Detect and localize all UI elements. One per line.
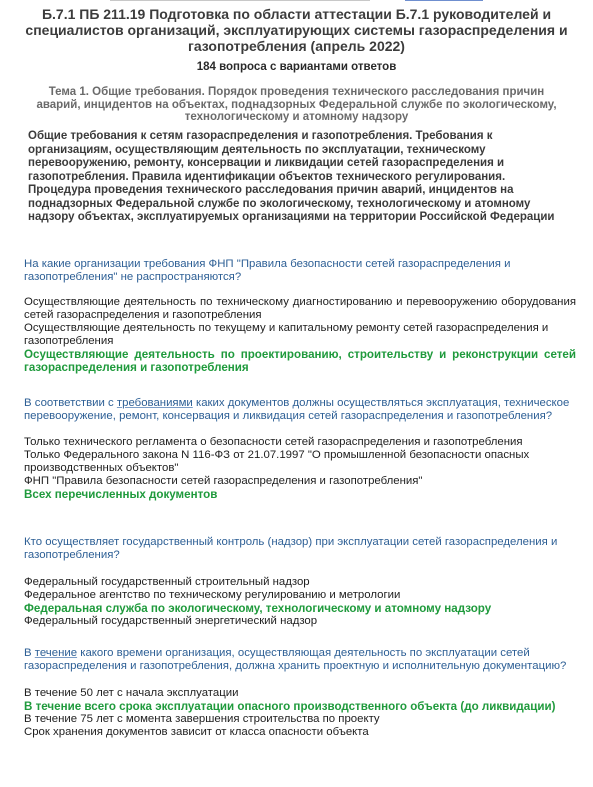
intro-paragraph: Процедура проведения технического расследования причин аварий, инцидентов на поднадзорных Федеральной службе по экологическому, технологическому и атомному надзору объектах, эксплуатируемых организациями на территории Российской Федерации xyxy=(28,184,555,223)
top-cut-line xyxy=(0,0,593,2)
cut-link-fragment xyxy=(405,0,483,1)
question-text: На какие организации требования ФНП "Правила безопасности сетей газораспределения и газопотребления" не распространяются? xyxy=(24,258,511,283)
answer-option: Осуществляющие деятельность по текущему и капитальному ремонту сетей газораспределения и газопотребления xyxy=(24,322,549,347)
answer-option: Только технического регламента о безопасности сетей газораспределения и газопотребления xyxy=(24,436,523,448)
question-text: В соответствии с требованиями каких документов должны осуществляться эксплуатация, техническое перевооружение, ремонт, консервация и ликвидация сетей газораспределения и газопотребления? xyxy=(24,397,570,422)
intro-paragraph: Общие требования к сетям газораспределения и газопотребления. Требования к организациям, осуществляющим деятельность по эксплуатации, техническому перевооружению, ремонту, консервации и ликвидации сетей газораспределения и газопотребления. Правила идентификации объектов технического регулирования. xyxy=(28,130,506,183)
question-count: 184 вопроса с вариантами ответов xyxy=(196,61,397,73)
document-title: Б.7.1 ПБ 211.19 Подготовка по области аттестации Б.7.1 руководителей и специалистов организаций, эксплуатирующих системы газораспределения и газопотребления (апрель 2022) xyxy=(25,6,568,54)
correct-answer: Всех перечисленных документов xyxy=(24,488,218,501)
correct-answer: В течение всего срока эксплуатации опасного производственного объекта (до ликвидации) xyxy=(24,700,556,713)
theme-heading: Тема 1. Общие требования. Порядок проведения технического расследования причин аварий, инцидентов на объектах, поднадзорных Федеральной службе по экологическому, технологическому и атомному надзору xyxy=(36,86,557,123)
answer-option: Только Федерального закона N 116-ФЗ от 21.07.1997 "О промышленной безопасности опасных производственных объектов" xyxy=(24,449,530,474)
question-block xyxy=(24,647,576,739)
options-list xyxy=(24,576,576,628)
answer-option: В течение 50 лет с начала эксплуатации xyxy=(24,687,239,699)
answer-option: Осуществляющие деятельность по техническому диагностированию и перевооружению оборудования сетей газораспределения и газопотребления xyxy=(24,296,576,321)
question-text: Кто осуществляет государственный контроль (надзор) при эксплуатации сетей газораспределения и газопотребления? xyxy=(24,536,558,561)
underlined-word: требованиями xyxy=(116,397,193,409)
answer-option: В течение 75 лет с момента завершения строительства по проекту xyxy=(24,713,380,725)
question-text: В течение какого времени организация, осуществляющая деятельность по эксплуатации сетей газораспределения и газопотребления, должна хранить проектную и исполнительную документацию? xyxy=(24,647,567,672)
answer-option: ФНП "Правила безопасности сетей газораспределения и газопотребления" xyxy=(24,475,423,487)
answer-option: Федеральный государственный строительный надзор xyxy=(24,576,310,588)
intro-section xyxy=(28,130,573,225)
options-list xyxy=(24,436,576,501)
underlined-word: течение xyxy=(34,647,78,659)
cut-text-fragment xyxy=(110,0,370,1)
question-block xyxy=(24,397,576,501)
correct-answer: Федеральная служба по экологическому, технологическому и атомному надзору xyxy=(24,602,492,615)
answer-option: Федеральное агентство по техническому регулированию и метрологии xyxy=(24,589,401,601)
correct-answer: Осуществляющие деятельность по проектированию, строительству и реконструкции сетей газораспределения и газопотребления xyxy=(24,348,576,374)
question-block xyxy=(24,258,576,374)
answer-option: Срок хранения документов зависит от класса опасности объекта xyxy=(24,726,369,738)
options-list xyxy=(24,687,576,739)
answer-option: Федеральный государственный энергетический надзор xyxy=(24,615,318,627)
options-list xyxy=(24,296,576,374)
question-block xyxy=(24,536,576,628)
